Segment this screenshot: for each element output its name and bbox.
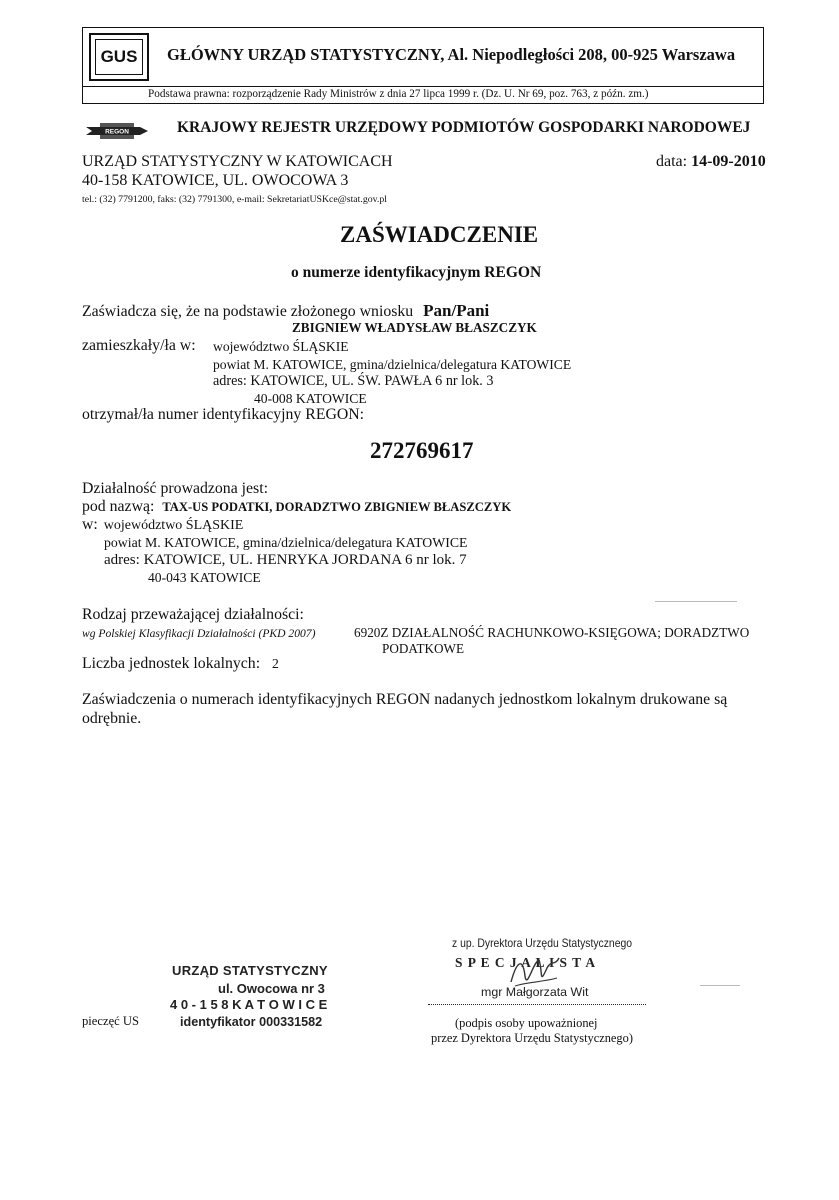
institution-title: GŁÓWNY URZĄD STATYSTYCZNY, Al. Niepodległości 208, 00-925 Warszawa bbox=[167, 45, 736, 64]
note-line1: Zaświadczenia o numerach identyfikacyjnych REGON nadanych jednostkom lokalnym drukowane są bbox=[82, 691, 728, 708]
gus-logo-text: GUS bbox=[95, 39, 143, 75]
business-voivodeship: województwo ŚLĄSKIE bbox=[103, 518, 244, 533]
gus-logo bbox=[89, 33, 149, 81]
certificate-subtitle: o numerze identyfikacyjnym REGON bbox=[291, 264, 542, 281]
office-address: 40-158 KATOWICE, UL. OWOCOWA 3 bbox=[82, 172, 349, 189]
regon-logo-icon bbox=[86, 121, 148, 141]
signature-dotted-line bbox=[428, 1004, 646, 1005]
stamp-line1: URZĄD STATYSTYCZNY bbox=[172, 963, 328, 978]
person-name: ZBIGNIEW WŁADYSŁAW BŁASZCZYK bbox=[292, 320, 537, 335]
pkd-label: wg Polskiej Klasyfikacji Działalności (PKD 2007) bbox=[82, 627, 316, 640]
scan-mark bbox=[700, 985, 740, 986]
pkd-value-line1: 6920Z DZIAŁALNOŚĆ RACHUNKOWO-KSIĘGOWA; DORADZTWO bbox=[354, 625, 750, 640]
resident-address: adres: KATOWICE, UL. ŚW. PAWŁA 6 nr lok. 3 bbox=[213, 373, 494, 389]
intro-line bbox=[82, 301, 489, 321]
business-location-line bbox=[82, 516, 243, 534]
business-name-label: pod nazwą: bbox=[82, 498, 155, 515]
regon-logo-text: REGON bbox=[105, 128, 129, 136]
local-units-label: Liczba jednostek lokalnych: bbox=[82, 655, 261, 672]
signature-caption-line2: przez Dyrektora Urzędu Statystycznego) bbox=[431, 1031, 633, 1045]
office-name: URZĄD STATYSTYCZNY W KATOWICACH bbox=[82, 153, 393, 170]
office-contact: tel.: (32) 7791200, faks: (32) 7791300, e-mail: SekretariatUSKce@stat.gov.pl bbox=[82, 194, 387, 205]
note-line2: odrębnie. bbox=[82, 710, 142, 727]
business-county: powiat M. KATOWICE, gmina/dzielnica/delegatura KATOWICE bbox=[104, 535, 468, 550]
stamp-line2: ul. Owocowa nr 3 bbox=[218, 981, 325, 996]
legal-basis: Podstawa prawna: rozporządzenie Rady Ministrów z dnia 27 lipca 1999 r. (Dz. U. Nr 69, poz. 763, z późn. zm.) bbox=[148, 88, 649, 100]
signature-position: S P E C J A L I S T A bbox=[455, 955, 597, 970]
business-address: adres: KATOWICE, UL. HENRYKA JORDANA 6 nr lok. 7 bbox=[104, 552, 467, 568]
intro-text: Zaświadcza się, że na podstawie złożonego wniosku bbox=[82, 303, 414, 320]
resident-county: powiat M. KATOWICE, gmina/dzielnica/delegatura KATOWICE bbox=[213, 357, 572, 372]
stamp-line4: identyfikator 000331582 bbox=[180, 1015, 323, 1029]
business-postcode: 40-043 KATOWICE bbox=[148, 570, 261, 585]
addressee-label: Pan/Pani bbox=[423, 301, 490, 320]
pkd-value-line2: PODATKOWE bbox=[382, 641, 465, 656]
certificate-title: ZAŚWIADCZENIE bbox=[340, 222, 539, 247]
business-conducted-label: Działalność prowadzona jest: bbox=[82, 480, 268, 497]
local-units-value: 2 bbox=[272, 656, 279, 671]
resident-postcode: 40-008 KATOWICE bbox=[254, 391, 367, 406]
received-label: otrzymał/ła numer identyfikacyjny REGON: bbox=[82, 406, 365, 423]
activity-type-label: Rodzaj przeważającej działalności: bbox=[82, 606, 304, 623]
resident-voivodeship: województwo ŚLĄSKIE bbox=[213, 339, 349, 354]
business-location-label: w: bbox=[82, 516, 98, 533]
signatory-name: mgr Małgorzata Wit bbox=[481, 985, 589, 999]
business-name-value: TAX-US PODATKI, DORADZTWO ZBIGNIEW BŁASZCZYK bbox=[162, 500, 512, 514]
date-block bbox=[656, 153, 766, 171]
signature-authority: z up. Dyrektora Urzędu Statystycznego bbox=[452, 936, 633, 950]
local-units-line bbox=[82, 655, 279, 673]
regon-number: 272769617 bbox=[370, 438, 474, 463]
stamp-line3: 4 0 - 1 5 8 K A T O W I C E bbox=[170, 997, 328, 1012]
resident-label: zamieszkały/ła w: bbox=[82, 337, 196, 354]
signature-caption-line1: (podpis osoby upoważnionej bbox=[455, 1016, 598, 1030]
date-value: 14-09-2010 bbox=[691, 153, 766, 170]
scan-mark bbox=[655, 601, 737, 602]
date-label: data: bbox=[656, 153, 688, 170]
business-name-line bbox=[82, 498, 511, 516]
registry-title: KRAJOWY REJESTR URZĘDOWY PODMIOTÓW GOSPODARKI NARODOWEJ bbox=[177, 119, 751, 136]
seal-label: pieczęć US bbox=[82, 1014, 139, 1028]
